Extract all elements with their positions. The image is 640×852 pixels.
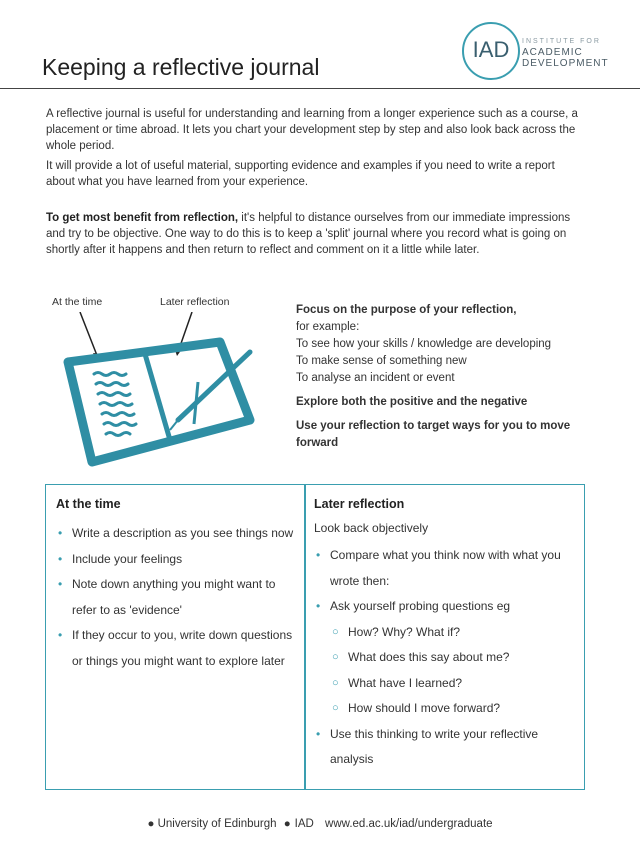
- list-item: • Include your feelings: [58, 551, 183, 566]
- later-reflection-list: [314, 543, 579, 620]
- list-item: ○ How should I move forward?: [332, 701, 501, 715]
- logo-line2: ACADEMIC: [522, 47, 583, 58]
- footer: ● University of Edinburgh ● IAD www.ed.ac.uk/iad/undergraduate: [147, 818, 493, 830]
- column-heading-at-the-time: At the time: [56, 497, 121, 511]
- title-divider: [0, 88, 640, 89]
- later-reflection-subheading: Look back objectively: [314, 521, 429, 535]
- later-reflection-list-end: [314, 722, 579, 773]
- logo-line1: INSTITUTE FOR: [522, 38, 601, 45]
- journal-icon: [50, 312, 280, 472]
- focus-target: Use your reflection to target ways for you to move forward: [296, 420, 571, 449]
- focus-example-3: To analyse an incident or event: [296, 372, 455, 384]
- figure-label-at-the-time: At the time: [52, 296, 103, 308]
- intro-paragraph-2: It will provide a lot of useful material, supporting evidence and examples if you need to write a report about what you have learned from your experience.: [46, 160, 555, 188]
- intro-paragraph-1: A reflective journal is useful for understanding and learning from a longer experience such as a course, a placement or time abroad. It lets you chart your development step by step and also look back across the whole period.: [46, 108, 578, 152]
- focus-example-intro: for example:: [296, 321, 360, 333]
- logo-text: [522, 36, 609, 69]
- column-heading-later-reflection: Later reflection: [314, 497, 405, 511]
- intro-paragraph-3: [46, 210, 586, 258]
- list-item: ○ What have I learned?: [332, 675, 463, 690]
- list-item: ○ What does this say about me?: [332, 650, 510, 664]
- focus-heading: Focus on the purpose of your reflection,: [296, 304, 517, 316]
- list-item: • Compare what you think now with what you wrote then:: [316, 548, 561, 588]
- intro-paragraph-3-rest: it's helpful to distance ourselves from our immediate impressions and try to be objective. One way to do this is to keep a 'split' journal where you record what is going on shortly after it happens and then return to reflect and comment on it a little while later.: [46, 212, 571, 256]
- footer-unit: IAD: [294, 818, 314, 830]
- figure-label-later-reflection: Later reflection: [160, 296, 230, 308]
- list-item: • Write a description as you see things now: [58, 526, 294, 540]
- focus-explore: Explore both the positive and the negative: [296, 396, 528, 408]
- list-item: • Ask yourself probing questions eg: [316, 599, 511, 613]
- footer-url-link[interactable]: www.ed.ac.uk/iad/undergraduate: [325, 818, 493, 830]
- iad-logo: [462, 22, 632, 82]
- logo-line3: DEVELOPMENT: [522, 58, 609, 69]
- list-item: • Note down anything you might want to refer to as 'evidence': [58, 577, 276, 617]
- table-divider: [304, 485, 306, 789]
- focus-block: [296, 302, 596, 452]
- focus-example-2: To make sense of something new: [296, 355, 467, 367]
- list-item: • Use this thinking to write your reflective analysis: [316, 726, 539, 766]
- list-item: • If they occur to you, write down questions or things you might want to explore later: [58, 628, 293, 668]
- reflection-table: [45, 484, 585, 790]
- at-the-time-list: [56, 521, 296, 674]
- column-at-the-time: [56, 497, 296, 674]
- logo-abbr: IAD: [472, 37, 510, 62]
- column-later-reflection: [314, 497, 579, 773]
- intro-paragraph-3-bold: To get most benefit from reflection,: [46, 212, 239, 224]
- focus-example-1: To see how your skills / knowledge are developing: [296, 338, 552, 350]
- probing-questions-list: [314, 620, 579, 722]
- page-title: Keeping a reflective journal: [42, 54, 320, 80]
- list-item: ○ How? Why? What if?: [332, 624, 461, 639]
- footer-org: University of Edinburgh: [157, 818, 277, 830]
